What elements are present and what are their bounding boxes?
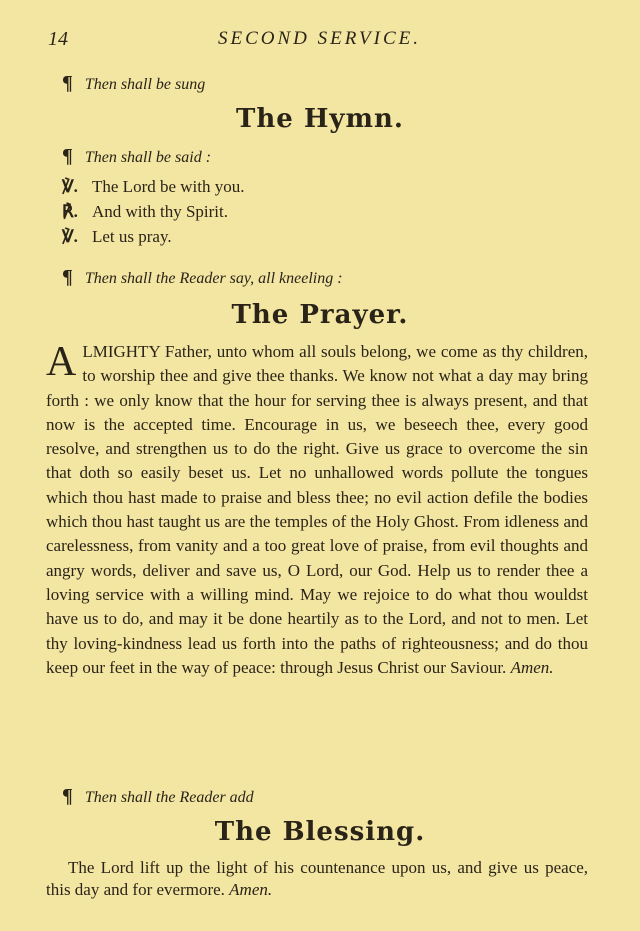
versicle-text: The Lord be with you. [92, 177, 245, 196]
versicle-symbol: ℣. [62, 227, 78, 246]
heading-hymn: The Hymn. [236, 104, 404, 134]
response-text: And with thy Spirit. [92, 202, 229, 221]
versicle-line [62, 177, 245, 197]
rubric-then-said [62, 145, 211, 168]
prayer-amen: Amen. [510, 657, 554, 677]
rubric-reader-say [62, 266, 343, 289]
page-number: 14 [48, 28, 68, 50]
blessing-text: The Lord lift up the light of his countenance upon us, and give us peace, this day and for evermore. [46, 858, 588, 899]
blessing-amen: Amen. [229, 880, 273, 899]
pilcrow-icon: ¶ [62, 266, 73, 288]
response-symbol: ℟. [62, 202, 78, 221]
drop-cap: A [46, 339, 77, 385]
pilcrow-icon: ¶ [62, 72, 73, 94]
page-header [48, 28, 588, 52]
pilcrow-icon: ¶ [62, 785, 73, 807]
rubric-text: Then shall be sung [84, 76, 206, 93]
running-head: SECOND SERVICE. [218, 28, 421, 49]
response-line [62, 202, 228, 222]
prayer-text: LMIGHTY Father, unto whom all souls belong, we come as thy children, to worship thee and give thee thanks. We know not what a day may bring forth : we only know that the hour for serving thee is always present, and that now is the accepted time. Encourage in us, we beseech thee, every good resolve, and strengthen us to do the right. Give us grace to overcome the sin that doth so easily beset us. Let no unhallowed words pollute the tongues which thou hast made to praise and bless thee; no evil action defile the bodies which thou hast taught us are the temples of the Holy Ghost. From idleness and carelessness, from vanity and a too great love of praise, from evil thoughts and angry words, deliver and save us, O Lord, our God. Help us to render thee a loving service with a willing mind. May we rejoice to do what thou wouldst have us to do, and may it be done heartily as to the Lord, and not to men. Let thy loving-kindness lead us forth into the paths of righteousness; and do thou keep our feet in the way of peace: through Jesus Christ our Saviour. [46, 342, 588, 677]
heading-prayer: The Prayer. [231, 300, 409, 330]
heading-blessing: The Blessing. [214, 817, 426, 847]
blessing-paragraph [46, 857, 588, 901]
pilcrow-icon: ¶ [62, 145, 73, 167]
rubric-reader-add [62, 785, 254, 808]
versicle-symbol: ℣. [62, 177, 78, 196]
versicle-text: Let us pray. [92, 227, 172, 246]
prayer-paragraph [46, 340, 588, 680]
rubric-text: Then shall the Reader say, all kneeling : [84, 270, 343, 287]
rubric-then-sung [62, 72, 205, 95]
rubric-text: Then shall the Reader add [84, 789, 254, 806]
rubric-text: Then shall be said : [84, 149, 212, 166]
versicle-line [62, 227, 172, 247]
